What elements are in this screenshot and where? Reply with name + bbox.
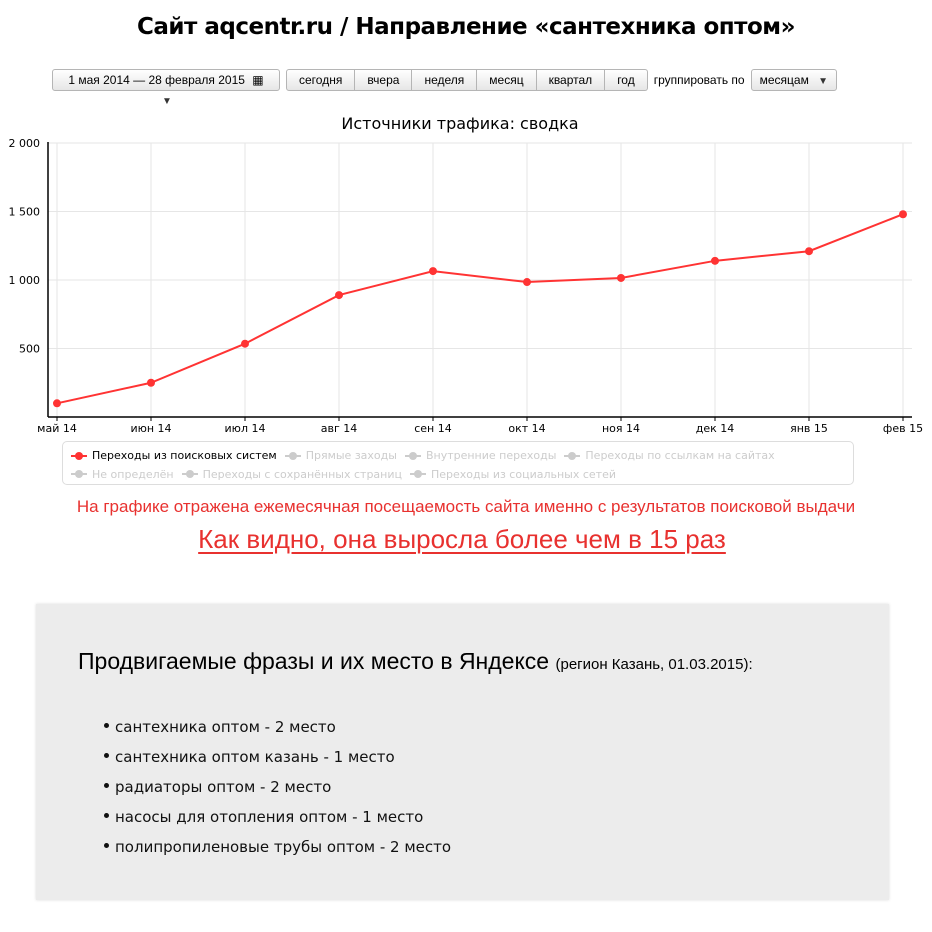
legend-marker-icon xyxy=(410,469,426,479)
legend-label: Переходы с сохранённых страниц xyxy=(202,467,402,481)
list-item xyxy=(104,742,451,772)
x-tick-label: фев 15 xyxy=(882,422,924,435)
keywords-panel xyxy=(36,604,889,900)
data-point[interactable] xyxy=(711,257,719,265)
y-tick-label: 1 500 xyxy=(8,205,40,219)
legend-label: Внутренние переходы xyxy=(425,449,557,462)
y-tick-label: 500 xyxy=(19,342,40,356)
x-tick-label: май 14 xyxy=(37,422,77,435)
x-tick-label: дек 14 xyxy=(695,422,735,435)
period-month-button[interactable]: месяц xyxy=(477,69,536,91)
period-today-button[interactable]: сегодня xyxy=(286,69,355,91)
phrase-text: сантехника оптом казань - 1 место xyxy=(115,748,395,766)
legend-label: Переходы по ссылкам на сайтах xyxy=(585,449,775,462)
data-point[interactable] xyxy=(523,278,531,286)
legend-item[interactable] xyxy=(285,447,397,464)
dropdown-arrow-icon: ▼ xyxy=(818,76,829,87)
legend-marker-icon xyxy=(405,451,421,461)
x-tick-label: янв 15 xyxy=(790,422,828,435)
chevron-down-icon: ▼ xyxy=(162,96,172,107)
data-point[interactable] xyxy=(899,210,907,218)
series-line xyxy=(57,214,903,403)
data-point[interactable] xyxy=(429,267,437,275)
group-by-value: месяцам xyxy=(759,73,809,87)
phrase-text: полипропиленовые трубы оптом - 2 место xyxy=(115,838,452,856)
period-week-button[interactable]: неделя xyxy=(412,69,477,91)
legend-marker-icon xyxy=(564,451,580,461)
legend-item[interactable] xyxy=(71,466,174,483)
period-year-button[interactable]: год xyxy=(605,69,648,91)
legend-item[interactable] xyxy=(71,447,277,464)
period-yesterday-button[interactable]: вчера xyxy=(355,69,412,91)
x-tick-label: ноя 14 xyxy=(601,422,641,435)
x-tick-label: окт 14 xyxy=(508,422,546,435)
legend-label: Не определён xyxy=(92,467,174,481)
legend-item[interactable] xyxy=(405,447,556,464)
data-point[interactable] xyxy=(617,274,625,282)
phrase-list xyxy=(104,712,451,862)
legend-marker-icon xyxy=(285,451,301,461)
panel-subtitle: (регион Казань, 01.03.2015): xyxy=(555,656,753,673)
bullet-icon xyxy=(104,723,109,728)
phrase-text: насосы для отопления оптом - 1 место xyxy=(115,808,424,826)
panel-title-text: Продвигаемые фразы и их место в Яндексе xyxy=(78,648,550,674)
list-item xyxy=(104,772,451,802)
chart-legend xyxy=(62,441,854,485)
bullet-icon xyxy=(104,753,109,758)
y-tick-label: 1 000 xyxy=(8,274,40,287)
data-point[interactable] xyxy=(147,379,155,387)
y-tick-label: 2 000 xyxy=(8,137,40,150)
bullet-icon xyxy=(104,813,109,818)
panel-title xyxy=(78,648,753,675)
x-tick-label: июн 14 xyxy=(130,422,172,435)
legend-marker-icon xyxy=(182,469,198,479)
data-point[interactable] xyxy=(53,399,61,407)
growth-highlight: Как видно, она выросла более чем в 15 раз xyxy=(198,524,726,554)
chart-note: На графике отражена ежемесячная посещаемость сайта именно с результатов поисковой выдачи xyxy=(76,497,856,516)
data-point[interactable] xyxy=(335,291,343,299)
x-tick-label: авг 14 xyxy=(320,422,358,435)
legend-item[interactable] xyxy=(564,447,774,464)
legend-item[interactable] xyxy=(410,466,616,483)
list-item xyxy=(104,802,451,832)
period-quarter-button[interactable]: квартал xyxy=(537,69,606,91)
legend-label: Переходы из социальных сетей xyxy=(431,467,617,481)
chart-title: Источники трафика: сводка xyxy=(341,114,579,133)
legend-label: Прямые заходы xyxy=(305,449,397,462)
x-tick-label: июл 14 xyxy=(224,422,266,435)
group-by-label: группировать по xyxy=(653,73,745,87)
legend-marker-icon xyxy=(71,451,87,461)
legend-marker-icon xyxy=(71,469,87,479)
bullet-icon xyxy=(104,843,109,848)
calendar-grid-icon: ▦ xyxy=(252,73,264,87)
line-chart xyxy=(0,0,932,440)
data-point[interactable] xyxy=(805,247,813,255)
data-point[interactable] xyxy=(241,340,249,348)
page-title: Сайт aqcentr.ru / Направление «сантехника оптом» xyxy=(137,14,795,40)
legend-label: Переходы из поисковых систем xyxy=(92,449,277,462)
x-tick-label: сен 14 xyxy=(414,422,452,435)
date-range-label: 1 мая 2014 — 28 февраля 2015 xyxy=(68,73,245,87)
legend-item[interactable] xyxy=(182,466,402,483)
bullet-icon xyxy=(104,783,109,788)
phrase-text: радиаторы оптом - 2 место xyxy=(115,778,332,796)
list-item xyxy=(104,832,451,862)
list-item xyxy=(104,712,451,742)
phrase-text: сантехника оптом - 2 место xyxy=(115,718,336,736)
